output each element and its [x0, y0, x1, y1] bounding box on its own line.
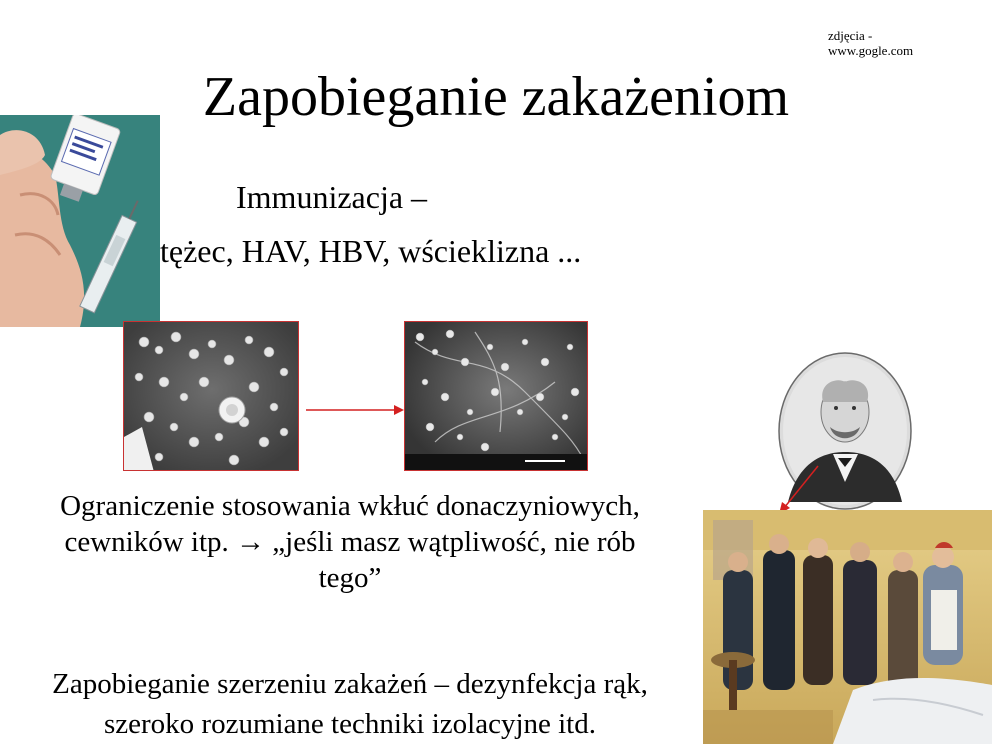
- bacteria-micrograph-2: [404, 321, 588, 471]
- vaccine-photo: [0, 115, 160, 327]
- paragraph1-line-3: tego”: [318, 562, 382, 594]
- paragraph2-line-1: Zapobieganie szerzeniu zakażeń – dezynfekcja rąk,: [52, 668, 648, 700]
- paragraph1-line-2: cewników itp. → „jeśli masz wątpliwość, nie rób: [64, 526, 636, 558]
- slide-title: Zapobieganie zakażeniom: [202, 66, 790, 128]
- hospital-painting: [703, 510, 992, 744]
- paragraph2-line-2: szeroko rozumiane techniki izolacyjne itd.: [103, 708, 596, 740]
- bacteria-micrograph-1: [123, 321, 299, 471]
- subtitle-line-1: Immunizacja –: [236, 179, 428, 215]
- photo-credit: [828, 28, 913, 58]
- credit-line-1: zdjęcia -: [828, 28, 873, 43]
- paragraph-catheter: [0, 488, 700, 596]
- paragraph1-line-1: Ograniczenie stosowania wkłuć donaczyniowych,: [60, 490, 640, 522]
- paragraph-disinfection: [0, 664, 700, 744]
- arrow-icon: [300, 402, 406, 418]
- credit-line-2: www.gogle.com: [828, 43, 914, 58]
- subtitle-line-2: tężec, HAV, HBV, wścieklizna ...: [160, 233, 582, 269]
